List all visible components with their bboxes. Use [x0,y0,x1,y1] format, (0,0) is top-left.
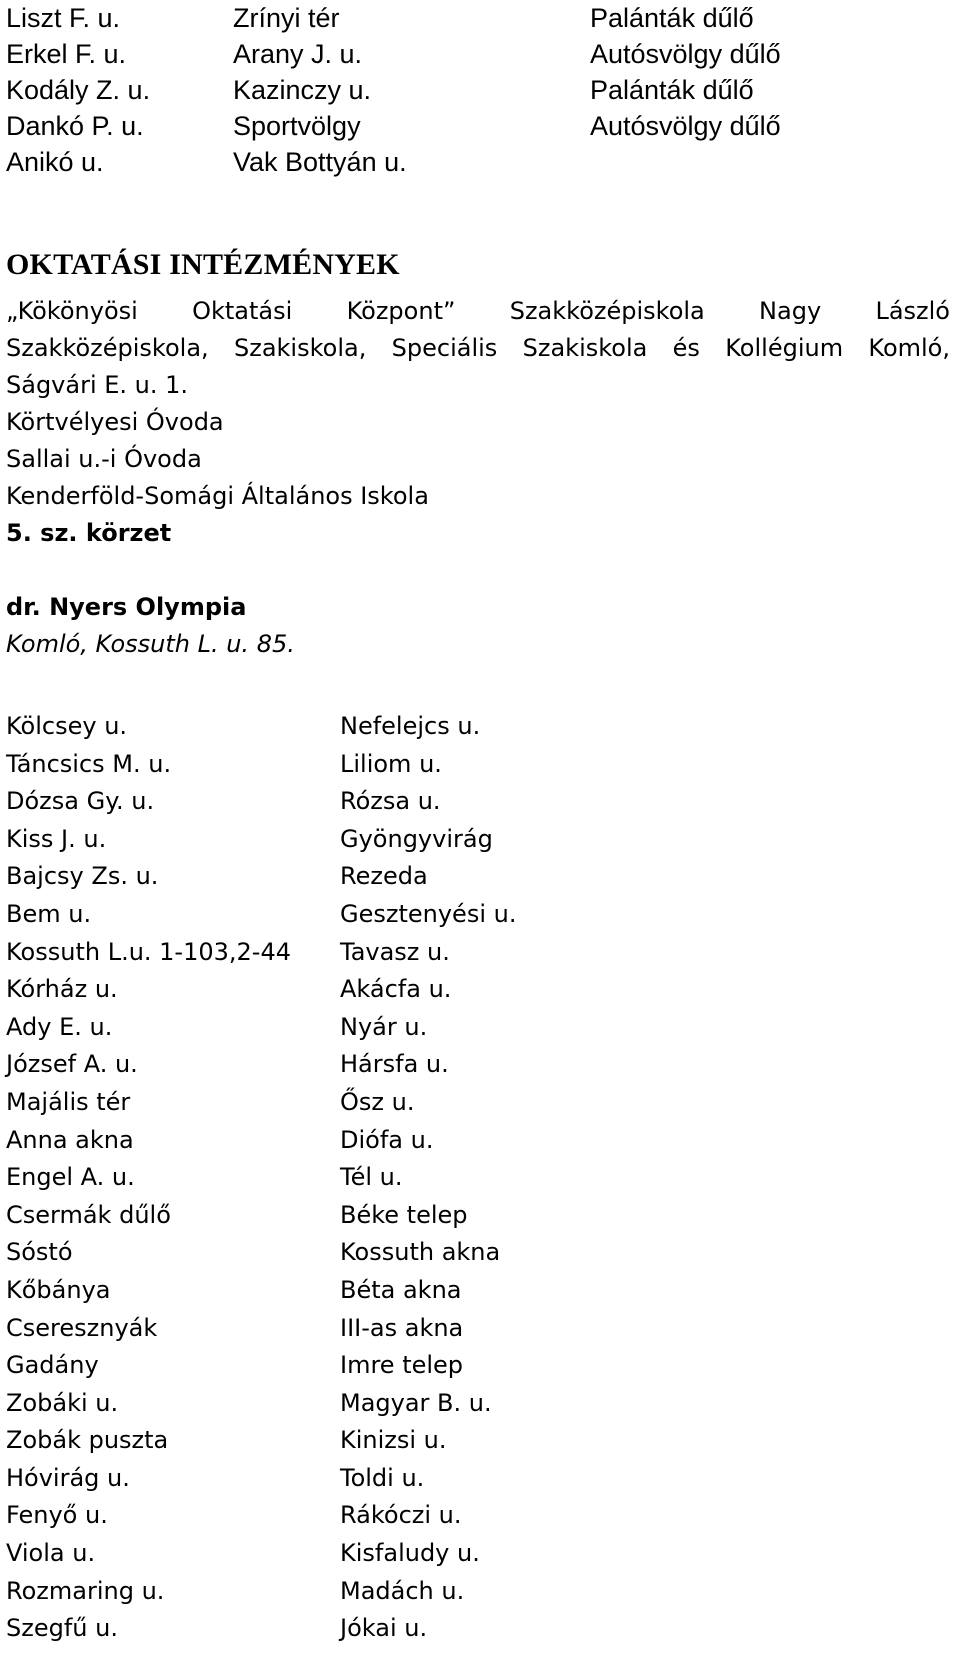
street-name: József A. u. [6,1050,138,1079]
street-row [6,1460,946,1498]
street-name: Táncsics M. u. [6,749,172,778]
institution-name: Kenderföld-Somági Általános Iskola [6,482,429,510]
street-row [6,1385,946,1423]
street-name: Cseresznyák [6,1313,158,1342]
street-row [6,708,946,746]
street-name: Erkel F. u. [6,39,127,69]
street-name: Palánták dűlő [590,75,754,105]
street-row [6,821,946,859]
street-row [6,1610,946,1648]
street-row [6,1234,946,1272]
street-name: III-as akna [340,1313,464,1342]
street-row [6,1122,946,1160]
street-name: Kinizsi u. [340,1426,447,1455]
street-row [6,1422,946,1460]
street-row [6,108,946,144]
street-name: Majális tér [6,1087,131,1116]
street-name: Anikó u. [6,147,104,177]
institution-name: Körtvélyesi Óvoda [6,408,224,436]
street-row [6,144,946,180]
street-name: Engel A. u. [6,1163,135,1192]
street-name: Tavasz u. [340,937,450,966]
institution-name: Sallai u.-i Óvoda [6,445,202,473]
street-row [6,1347,946,1385]
street-name: Sportvölgy [233,111,361,141]
street-row [6,1310,946,1348]
institution-paragraph [6,293,950,404]
street-row [6,1046,946,1084]
street-name: Zobák puszta [6,1426,169,1455]
district-heading: 5. sz. körzet [6,519,172,547]
street-row [6,1272,946,1310]
street-name: Kőbánya [6,1275,111,1304]
street-name: Magyar B. u. [340,1388,492,1417]
street-name: Ősz u. [340,1087,415,1116]
street-name: Rózsa u. [340,787,441,816]
street-name: Vak Bottyán u. [233,147,407,177]
street-name: Nefelejcs u. [340,712,481,740]
street-name: Szegfű u. [6,1614,118,1643]
street-row [6,1084,946,1122]
street-name: Kölcsey u. [6,712,128,740]
street-name: Gesztenyési u. [340,899,517,928]
street-name: Zrínyi tér [233,3,340,33]
institution-line: Ságvári E. u. 1. [6,371,189,399]
street-row [6,1159,946,1197]
street-name: Kossuth L.u. 1-103,2-44 [6,937,291,966]
institution-line: Szakközépiskola, Szakiskola, Speciális Szakiskola és Kollégium Komló, [6,334,950,362]
street-name: Kodály Z. u. [6,75,151,105]
doctor-name: dr. Nyers Olympia [6,593,247,621]
street-name: Liliom u. [340,749,442,778]
street-name: Autósvölgy dűlő [590,39,781,69]
street-row [6,934,946,972]
street-name: Kisfaludy u. [340,1539,480,1568]
street-name: Dózsa Gy. u. [6,787,155,816]
street-name: Sóstó [6,1238,73,1267]
street-row [6,1535,946,1573]
street-name: Zobáki u. [6,1388,119,1417]
street-name: Kazinczy u. [233,75,372,105]
street-name: Tél u. [340,1163,403,1192]
street-name: Kórház u. [6,975,118,1004]
street-name: Liszt F. u. [6,3,121,33]
street-name: Ady E. u. [6,1012,113,1041]
street-name: Nyár u. [340,1012,428,1041]
street-name: Rákóczi u. [340,1501,462,1530]
street-row [6,1497,946,1535]
street-name: Arany J. u. [233,39,363,69]
street-name: Imre telep [340,1351,464,1380]
street-row [6,36,946,72]
street-name: Palánták dűlő [590,3,754,33]
street-row [6,746,946,784]
street-name: Rezeda [340,862,428,891]
doctor-address: Komló, Kossuth L. u. 85. [6,630,295,658]
street-name: Akácfa u. [340,975,452,1004]
street-row [6,1573,946,1611]
street-name: Gadány [6,1351,99,1380]
street-name: Hóvirág u. [6,1463,130,1492]
street-name: Jókai u. [340,1614,428,1643]
street-name: Anna akna [6,1125,134,1154]
street-name: Madách u. [340,1576,465,1605]
street-name: Béta akna [340,1275,462,1304]
street-row [6,72,946,108]
institution-list [6,404,429,552]
street-name: Kiss J. u. [6,824,107,853]
street-row [6,896,946,934]
street-name: Fenyő u. [6,1501,108,1530]
street-name: Gyöngyvirág [340,824,493,853]
institution-line: „Kökönyösi Oktatási Központ” Szakközépiskola Nagy László [6,297,950,325]
street-name: Autósvölgy dűlő [590,111,781,141]
street-row [6,0,946,36]
street-name: Bajcsy Zs. u. [6,862,159,891]
street-name: Hársfa u. [340,1050,449,1079]
street-name: Toldi u. [340,1463,425,1492]
street-row [6,1009,946,1047]
street-row [6,783,946,821]
street-name: Rozmaring u. [6,1576,165,1605]
street-name: Kossuth akna [340,1238,501,1267]
street-name: Bem u. [6,899,92,928]
street-row [6,1197,946,1235]
street-name: Dankó P. u. [6,111,144,141]
street-name: Béke telep [340,1200,468,1229]
street-list [6,708,946,1648]
street-name: Viola u. [6,1539,96,1568]
section-heading: OKTATÁSI INTÉZMÉNYEK [6,248,400,281]
street-row [6,971,946,1009]
street-row [6,858,946,896]
top-street-list [6,0,946,180]
doctor-block [6,589,295,663]
street-name: Diófa u. [340,1125,434,1154]
street-name: Csermák dűlő [6,1200,171,1229]
